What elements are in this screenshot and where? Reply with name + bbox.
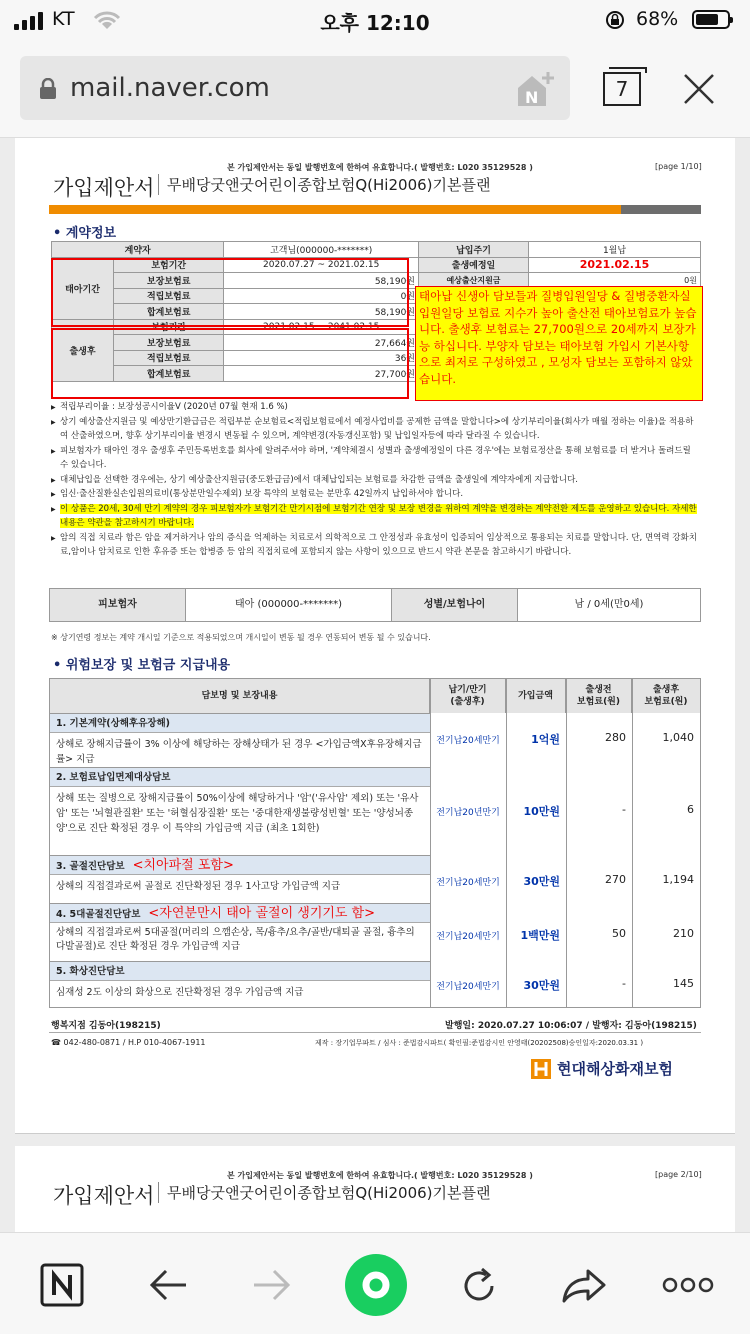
coverage-desc: 상해의 직접결과로써 5대골절(머리의 으깸손상, 목/흉추/요추/골반/대퇴골 골절, 흉추의 다발골절)로 진단 확정된 경우 가입금액 지급 bbox=[56, 927, 415, 952]
contract-notes bbox=[51, 400, 701, 560]
coverage-pre: 280 bbox=[605, 731, 626, 744]
post-total-value: 27,700원 bbox=[224, 366, 419, 382]
forward-arrow-icon[interactable] bbox=[252, 1267, 292, 1303]
post-guarantee-label: 보장보험료 bbox=[114, 335, 224, 351]
fetal-saving-label: 적립보험료 bbox=[114, 288, 224, 304]
clock: 오후 12:10 bbox=[320, 11, 430, 35]
post-guarantee-value: 27,664원 bbox=[224, 335, 419, 351]
fetal-total-label: 합계보험료 bbox=[114, 304, 224, 320]
coverage-desc: 심재성 2도 이상의 화상으로 진단확정된 경우 가입금액 지급 bbox=[56, 987, 304, 998]
coverage-title bbox=[50, 904, 430, 923]
insured-table bbox=[49, 588, 701, 622]
gender-age-value: 남 / 0세(만0세) bbox=[574, 599, 644, 610]
coverage-title: 2. 보험료납입면제대상담보 bbox=[50, 768, 430, 787]
page-label: [page 2/10] bbox=[655, 1170, 702, 1179]
branch-info: 행복지점 김동아(198215) bbox=[51, 1021, 161, 1031]
coverage-annotation: <자연분만시 태아 골절이 생기기도 함> bbox=[148, 906, 376, 921]
battery-icon bbox=[692, 10, 730, 29]
fetal-period-value: 2020.07.27 ~ 2021.02.15 bbox=[224, 257, 419, 273]
coverage-term: 전기납20세만기 bbox=[436, 932, 500, 942]
pre-premium-header: 출생전 보험료(원) bbox=[566, 679, 632, 713]
coverage-annotation: <치아파절 포함> bbox=[132, 858, 234, 873]
fetal-total-value: 58,190원 bbox=[224, 304, 419, 320]
document-page-1 bbox=[15, 138, 735, 1134]
coverage-amount: 1백만원 bbox=[520, 929, 560, 942]
post-total-label: 합계보험료 bbox=[114, 366, 224, 382]
coverage-term: 전기납20세만기 bbox=[436, 982, 500, 992]
fetal-highlight-box bbox=[51, 258, 409, 327]
coverage-amount: 30만원 bbox=[523, 979, 560, 992]
coverage-title bbox=[50, 856, 430, 875]
coverage-desc: 상해로 장해지급률이 3% 이상에 해당하는 장해상태가 된 경우 <가입금액X후유장해지급률> 지급 bbox=[56, 739, 422, 765]
company-name: 현대해상화재보험 bbox=[557, 1060, 673, 1078]
note-item: ▶ 상기 예상출산지원금 및 예상만기환급금은 적립부분 순보험료<적립보험료에서 예정사업비를 공제한 금액을 말합니다>에 상기부리이율(회사가 매월 정하는 이율)을 적용하여 산출하였으며, 향후 상기부리이율 변경시 변동될 수 있으며, 계약변경(자동갱신포함) 및 납입일자등에 따라 달라질 수 있습니다. bbox=[51, 415, 701, 444]
contact-info: ☎ 042-480-0871 / H.P 010-4067-1911 bbox=[51, 1038, 206, 1047]
coverage-post: 6 bbox=[687, 803, 694, 816]
fetal-saving-value: 0원 bbox=[224, 288, 419, 304]
naver-green-dot-button[interactable] bbox=[344, 1253, 408, 1317]
note-item-highlighted bbox=[51, 502, 701, 531]
validity-note: 본 가입제안서는 동일 발행번호에 한하여 유효합니다.( 발행번호: L020 35129528 ) bbox=[227, 1171, 533, 1180]
post-saving-label: 적립보험료 bbox=[114, 350, 224, 366]
coverage-amount: 10만원 bbox=[523, 805, 560, 818]
browser-bottom-bar bbox=[0, 1232, 750, 1334]
consultant-note: 태아납 신생아 담보들과 질병입원일당 & 질병중환자실 입원일당 보험료 지수가 높아 출산전 태아보험료가 높습니다. 출생후 보험료는 27,700원으로 20세까지 보장가능 하십니다. 부양자 담보는 태아보험 가입시 기본사항으로 최저로 구성하였고 , 모성자 담보는 포함하지 않았습니다. bbox=[415, 286, 703, 401]
title-bar-orange bbox=[49, 205, 621, 214]
post-saving-value: 36원 bbox=[224, 350, 419, 366]
coverage-post: 210 bbox=[673, 927, 694, 940]
contractor-label: 계약자 bbox=[52, 242, 224, 258]
add-to-home-icon[interactable] bbox=[514, 70, 554, 110]
post-premium-header: 출생후 보험료(원) bbox=[632, 679, 700, 713]
highlighted-note-text: 이 상품은 20세, 30세 만기 계약의 경우 피보험자가 보험기간 만기시점에 보험기간 연장 및 보장 변경을 위하여 계약을 변경하는 계약전환 제도를 운영하고 있습니다. 자세한 내용은 약관을 참고하시기 바랍니다. bbox=[60, 503, 697, 528]
coverage-row bbox=[50, 767, 430, 855]
payment-cycle-label: 납입주기 bbox=[419, 242, 529, 258]
title-bar-grey bbox=[621, 205, 701, 214]
coverage-pre: - bbox=[622, 803, 626, 816]
more-options-icon[interactable] bbox=[662, 1275, 714, 1295]
refresh-icon[interactable] bbox=[458, 1265, 500, 1307]
tab-count-button[interactable]: 7 bbox=[603, 72, 641, 106]
fetal-label: 태아기간 bbox=[52, 257, 114, 319]
post-period-value: 2021.02.15 ~ 2041.02.15 bbox=[224, 319, 419, 335]
battery-percent: 68% bbox=[636, 8, 679, 30]
company-logo bbox=[531, 1058, 673, 1079]
doc-title: 가입제안서 bbox=[53, 1184, 155, 1208]
browser-toolbar bbox=[0, 40, 750, 138]
issue-info: 발행일: 2020.07.27 10:06:07 / 발행자: 김동아(198215) bbox=[445, 1021, 697, 1031]
coverage-post: 1,194 bbox=[662, 873, 694, 886]
contractor-value: 고객님(000000-*******) bbox=[224, 242, 419, 258]
post-period-label: 보험기간 bbox=[114, 319, 224, 335]
rotation-lock-icon bbox=[604, 9, 626, 31]
note-item: ▶ 피보험자가 태아인 경우 출생후 주민등록번호를 회사에 알려주셔야 하며, '계약체결시 성별과 출생예정일이 다른 경우'에는 보험료정산을 통해 보험료를 더 받거나 돌려드릴 수 있습니다. bbox=[51, 444, 701, 473]
coverage-title-text: 3. 골절진단담보 bbox=[56, 861, 125, 872]
postbirth-highlight-box bbox=[51, 328, 409, 399]
insured-value: 태아 (000000-*******) bbox=[186, 589, 392, 621]
svg-text:N: N bbox=[525, 88, 539, 107]
doc-title: 가입제안서 bbox=[53, 176, 155, 200]
document-page-2 bbox=[15, 1146, 735, 1232]
document-viewer[interactable] bbox=[0, 138, 750, 1232]
coverage-term: 전기납20세만기 bbox=[436, 878, 500, 888]
url-text[interactable]: mail.naver.com bbox=[70, 73, 270, 103]
fetal-period-label: 보험기간 bbox=[114, 257, 224, 273]
birth-due-value: 2021.02.15 bbox=[529, 257, 701, 273]
coverage-pre: 50 bbox=[612, 927, 626, 940]
note-item: ▶ 대체납입을 선택한 경우에는, 상기 예상출산지원금(중도환급금)에서 대체납입되는 보험료를 차감한 금액을 출생일에 계약자에게 지급합니다. bbox=[51, 473, 701, 488]
coverage-row bbox=[50, 961, 430, 1007]
coverage-table bbox=[49, 678, 701, 1008]
age-note: ※ 상기연령 정보는 계약 개시일 기준으로 적용되었으며 개시일이 변동 될 경우 연동되어 변동 될 수 있습니다. bbox=[51, 633, 431, 642]
carrier-label: KT bbox=[52, 8, 75, 30]
coverage-header: 담보명 및 보장내용 bbox=[50, 679, 430, 713]
coverage-amount: 30만원 bbox=[523, 875, 560, 888]
coverage-pre: - bbox=[622, 977, 626, 990]
coverage-amount: 1억원 bbox=[531, 733, 560, 746]
status-bar bbox=[0, 0, 750, 40]
birth-due-label: 출생예정일 bbox=[419, 257, 529, 273]
hyundai-h-icon bbox=[531, 1059, 551, 1079]
validity-note: 본 가입제안서는 동일 발행번호에 한하여 유효합니다.( 발행번호: L020 35129528 ) bbox=[227, 163, 533, 172]
coverage-post: 145 bbox=[673, 977, 694, 990]
coverage-desc-text: 상해 또는 질병으로 장해지급률이 50%이상에 해당하거나 '암'('유사암' 제외) 또는 '유사암' 또는 '뇌혈관질환' 또는 '허혈심장질환' 또는 '중대한재생불량성빈혈' 또는 '양성뇌종양'으로 진단 확정된 경우 이 특약의 가입금액 지급 (최초 1회한) bbox=[56, 793, 419, 834]
coverage-post: 1,040 bbox=[662, 731, 694, 744]
maker-info: 제작 : 장기업무파트 / 심사 : 준법감시파트( 확인필:준법감시인 안영태(20202508)승인일자:2020.03.31 ) bbox=[315, 1039, 644, 1047]
note-item: ▶ 임신·출산질환실손입원의료비(통상분만일수제외) 보장 특약의 보험료는 분만후 42일까지 납입하셔야 합니다. bbox=[51, 487, 701, 502]
coverage-title: 5. 화상진단담보 bbox=[50, 962, 430, 981]
expected-birth-support-value: 0원 bbox=[529, 273, 701, 289]
section-risk: • 위험보장 및 보험금 지급내용 bbox=[53, 654, 230, 673]
page-label: [page 1/10] bbox=[655, 162, 702, 171]
coverage-title-text: 4. 5대골절진단담보 bbox=[56, 909, 141, 920]
coverage-row bbox=[50, 903, 430, 961]
lock-icon bbox=[38, 78, 58, 100]
close-icon[interactable] bbox=[682, 72, 716, 106]
naver-home-icon[interactable] bbox=[40, 1263, 84, 1307]
term-header: 납기/만기 (출생후) bbox=[430, 679, 506, 713]
share-icon[interactable] bbox=[560, 1265, 608, 1305]
coverage-row bbox=[50, 855, 430, 903]
insured-label: 피보험자 bbox=[50, 589, 186, 621]
coverage-desc bbox=[50, 787, 430, 840]
note-item: ▶ 적립부리이율 : 보장성공시이율Ⅴ (2020년 07월 현재 1.6 %) bbox=[51, 400, 701, 415]
gender-age-label: 성별/보험나이 bbox=[392, 589, 518, 621]
note-item: ▶ 암의 직접 치료라 함은 암을 제거하거나 암의 증식을 억제하는 치료로서 의학적으로 그 안정성과 유효성이 입증되어 임상적으로 통용되는 치료를 말합니다. 단, 면역력 강화치료,암이나 암치료로 인한 후유증 또는 합병증 등 암의 직접치료에 포함되지 않는 사항이 있으므로 반드시 약관 본문을 참고하시기 바랍니다. bbox=[51, 531, 701, 560]
coverage-term: 전기납20세만기 bbox=[436, 736, 500, 746]
postbirth-label: 출생후 bbox=[52, 319, 114, 381]
coverage-desc: 상해의 직접결과로써 골절로 진단확정된 경우 1사고당 가입금액 지급 bbox=[56, 881, 341, 892]
address-bar[interactable] bbox=[20, 56, 570, 120]
section-contract: • 계약정보 bbox=[53, 222, 116, 241]
coverage-pre: 270 bbox=[605, 873, 626, 886]
fetal-guarantee-label: 보장보험료 bbox=[114, 273, 224, 289]
amount-header: 가입금액 bbox=[506, 679, 566, 713]
coverage-row bbox=[50, 713, 430, 767]
payment-cycle-value: 1월납 bbox=[529, 242, 701, 258]
coverage-term: 전기납20년만기 bbox=[436, 808, 500, 818]
product-name: 무배당굿앤굿어린이종합보험Q(Hi2006)기본플랜 bbox=[158, 174, 490, 195]
product-name: 무배당굿앤굿어린이종합보험Q(Hi2006)기본플랜 bbox=[158, 1182, 490, 1203]
fetal-guarantee-value: 58,190원 bbox=[224, 273, 419, 289]
expected-birth-support-label: 예상출산지원금 bbox=[419, 273, 529, 289]
coverage-title: 1. 기본계약(상해후유장해) bbox=[50, 714, 430, 733]
back-arrow-icon[interactable] bbox=[148, 1267, 188, 1303]
